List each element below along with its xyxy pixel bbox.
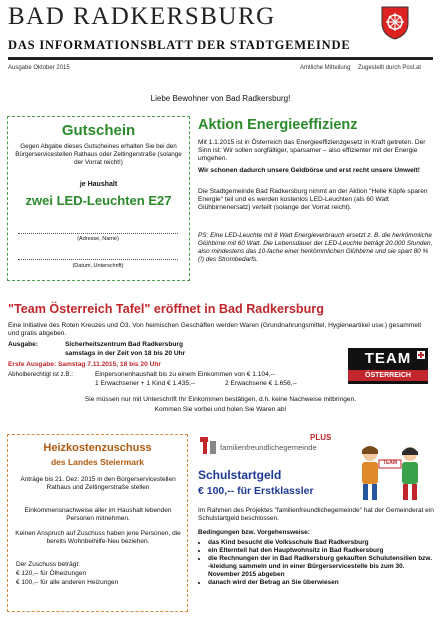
condition-item: • ein Elternteil hat den Hauptwohnsitz in Bad Radkersburg	[208, 547, 434, 555]
tafel-ausgabe-time: samstags in der Zeit von 18 bis 20 Uhr	[65, 350, 186, 357]
coat-of-arms-icon	[380, 5, 410, 41]
energy-title: Aktion Energieeffizienz	[198, 117, 358, 133]
school-grant-intro: Im Rahmen des Projektes "familienfreundlichegemeinde" hat der Gemeinderat ein Schulstartgeld beschlossen.	[198, 507, 434, 522]
family-logo-plus: PLUS	[310, 433, 332, 442]
heating-paragraph-3: Keinen Anspruch auf Zuschuss haben jene Personen, die bereits Wohnbeihilfe-Neu beziehen.	[15, 530, 181, 545]
heating-amount-other: € 100,-- für alle anderen Heizungen	[16, 579, 119, 586]
masthead-subtitle: DAS INFORMATIONSBLATT DER STADTGEMEINDE	[8, 38, 351, 52]
masthead-title: BAD RADKERSBURG	[8, 3, 276, 30]
address-line[interactable]	[18, 233, 178, 234]
children-illustration-label: TEAM	[382, 460, 398, 466]
condition-item: • das Kind besucht die Volksschule Bad Radkersburg	[208, 539, 434, 547]
heating-subtitle: des Landes Steiermark	[50, 457, 145, 467]
family-logo-text: familienfreundlichegemeinde	[220, 443, 317, 452]
tafel-invite: Kommen Sie vorbei und holen Sie Waren ab!	[154, 406, 287, 413]
school-grant-title: Schulstartgeld	[198, 468, 282, 482]
edition-label: Ausgabe Oktober 2015	[8, 65, 70, 71]
heating-paragraph-2: Einkommensnachweise aller im Haushalt lebenden Personen mitnehmen.	[24, 507, 172, 522]
greeting: Liebe Bewohner von Bad Radkersburg!	[150, 94, 291, 103]
delivery-note: Zugestellt durch Post.at	[358, 65, 422, 71]
tafel-eligibility-family-b: 2 Erwachsene € 1.656,--	[225, 380, 297, 387]
tafel-ausgabe-label: Ausgabe:	[8, 341, 39, 348]
voucher-offer: zwei LED-Leuchten E27	[25, 193, 172, 208]
official-notice: Amtliche Mitteilung	[300, 65, 351, 71]
school-grant-subtitle: € 100,-- für Erstklassler	[198, 485, 314, 497]
condition-item: • danach wird der Betrag an Sie überwiesen	[208, 579, 434, 587]
energy-paragraph-2: Wir schonen dadurch unsere Geldbörse und erst recht unsere Umwelt!	[198, 167, 420, 174]
tafel-proof: Sie müssen nur mit Unterschrift Ihr Einkommen bestätigen, d.h. keine Nachweise mitbringen.	[84, 396, 357, 403]
energy-paragraph-1: Mit 1.1.2015 ist in Österreich das Energieeffizienzgesetz in Kraft getreten. Der Sinn ist: Wir sollen sorgfältiger, sparsamer – also effizienter mit der Energie umgehen.	[198, 139, 426, 162]
children-illustration-icon	[352, 440, 434, 508]
voucher-per-household: je Haushalt	[79, 181, 118, 188]
tafel-ausgabe-place: Sicherheitszentrum Bad Radkersburg	[65, 341, 183, 348]
voucher-title: Gutschein	[61, 122, 136, 139]
tafel-first-date: Erste Ausgabe: Samstag 7.11.2015, 18 bis 20 Uhr	[8, 361, 161, 368]
heating-paragraph-1: Anträge bis 21. Dez. 2015 in den Bürgerservicestellen Rathaus und Zeltingerstraße stellen	[20, 476, 176, 491]
voucher-text: Gegen Abgabe dieses Gutscheines erhalten Sie bei den Bürgerservicestellen Rathaus oder Zeltingerstraße (solange der Vorrat reicht!)	[15, 143, 182, 167]
logo-text-bottom: ÖSTERREICH	[348, 370, 428, 381]
heating-amount-oil: € 120,-- für Ölheizungen	[16, 570, 87, 577]
school-grant-conditions-label: Bedingungen bzw. Vorgehensweise:	[198, 529, 310, 536]
signature-label: (Datum, Unterschrift)	[72, 263, 124, 269]
tafel-eligibility-family-a: 1 Erwachsener + 1 Kind € 1.435,--	[95, 380, 196, 387]
logo-text-top: TEAM	[364, 350, 412, 367]
tafel-eligibility-label: Abholberechtigt ist z.B.:	[8, 371, 74, 378]
header-divider	[8, 57, 433, 60]
energy-ps: PS: Eine LED-Leuchte mit 8 Watt Energieverbrauch ersetzt z. B. die herkömmliche Glühbirne mit 60 Watt. Die Lebensdauer der LED-Leuchte beträgt 20.000 Stunden, also mindestens das 10-fache einer herkömmlichen Glühbirne und sie spart 80 %(!) des Strombedarfs.	[198, 232, 433, 263]
red-cross-icon	[417, 351, 425, 359]
tafel-intro: Eine Initiative des Roten Kreuzes und Ö3. Von heimischen Geschäften werden Waren (Grundnahrungsmittel, Hygieneartikel usw.) gesammelt und gratis abgeben.	[8, 322, 422, 338]
condition-item: • die Rechnungen der in Bad Radkersburg gekauften Schulutensilien bzw. -kleidung sammeln und in einer Bürgerservicestelle bis zum 30. November 2015 abgeben	[208, 555, 434, 579]
address-label: (Adresse, Name)	[77, 236, 119, 242]
tafel-title: "Team Österreich Tafel" eröffnet in Bad Radkersburg	[8, 302, 324, 316]
heating-amount-label: Der Zuschuss beträgt:	[16, 561, 80, 568]
signature-line[interactable]	[18, 259, 178, 260]
family-logo-icon	[200, 437, 218, 455]
school-grant-conditions	[198, 539, 434, 587]
energy-paragraph-3: Die Stadtgemeinde Bad Radkersburg nimmt an der Aktion "Helle Köpfe sparen Energie" teil und es werden kostenlos LED-Leuchten (als 60 Watt Glühbirnenersatz) verteilt (solange der Vorrat reicht).	[198, 188, 428, 211]
heating-title: Heizkostenzuschuss	[43, 442, 152, 454]
team-oesterreich-logo	[348, 348, 428, 384]
tafel-eligibility-single: Einpersonenhaushalt bis zu einem Einkommen von € 1.104,--	[95, 371, 275, 378]
